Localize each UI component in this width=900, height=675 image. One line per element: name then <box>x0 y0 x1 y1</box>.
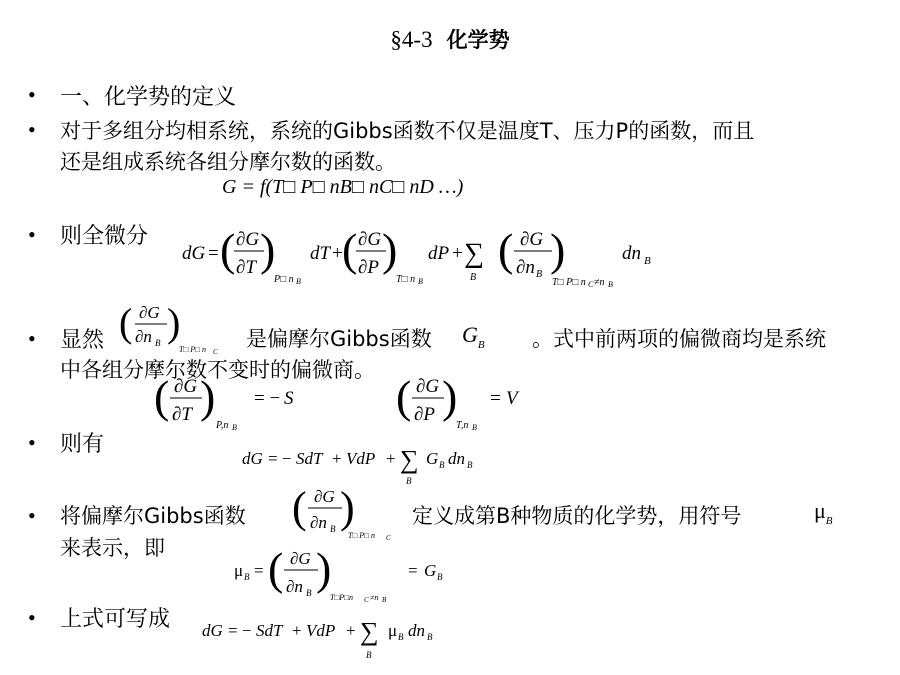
svg-text:): ) <box>316 543 332 594</box>
svg-text:∂n: ∂n <box>286 577 303 596</box>
formula-gibbs-function: G = f(T□ P□ nB□ nC□ nD …) <box>222 176 464 198</box>
svg-text:+: + <box>332 449 342 468</box>
bullet-chemical-potential-text: 定义成第B种物质的化学势，用符号 <box>412 504 742 528</box>
bullet-define-line2: 来表示，即 <box>60 536 165 560</box>
svg-text:+: + <box>292 621 302 640</box>
svg-text:S: S <box>284 388 294 409</box>
svg-text:μ: μ <box>234 561 244 580</box>
svg-text:B: B <box>472 423 477 432</box>
svg-text:(: ( <box>342 224 358 275</box>
svg-text:dG: dG <box>202 621 223 640</box>
svg-text:∂G: ∂G <box>236 229 260 250</box>
svg-text:(: ( <box>396 371 412 422</box>
svg-text:∂G: ∂G <box>314 487 335 506</box>
svg-text:dG: dG <box>242 449 263 468</box>
svg-text:= −: = − <box>254 388 281 409</box>
svg-text:B: B <box>406 476 412 486</box>
svg-text:P,n: P,n <box>216 420 229 431</box>
svg-text:SdT: SdT <box>256 621 283 640</box>
svg-text:C: C <box>213 348 218 356</box>
svg-text:B: B <box>382 596 387 604</box>
svg-text:SdT: SdT <box>296 449 323 468</box>
svg-text:(: ( <box>268 543 284 594</box>
bullet-gibbs-line2: 还是组成系统各组分摩尔数的函数。 <box>60 150 396 174</box>
svg-text:B: B <box>232 423 237 432</box>
svg-text:B: B <box>608 280 613 289</box>
svg-text:B: B <box>296 277 301 286</box>
svg-text:∂G: ∂G <box>520 229 544 250</box>
svg-text:∂T: ∂T <box>172 404 192 425</box>
svg-text:): ) <box>200 371 216 422</box>
bullet-partial-molar-text: 是偏摩尔Gibbs函数 <box>246 327 432 351</box>
svg-text:(: ( <box>119 300 133 345</box>
svg-text:=: = <box>208 243 219 264</box>
svg-text:T□ n: T□ n <box>396 274 416 285</box>
svg-text:G: G <box>424 561 437 580</box>
svg-text:(: ( <box>292 483 307 532</box>
svg-text:= −: = − <box>228 621 252 640</box>
svg-text:(: ( <box>498 224 514 275</box>
svg-text:): ) <box>382 224 398 275</box>
svg-text:B: B <box>244 572 250 582</box>
formula-total-differential <box>180 220 680 292</box>
bullet-gibbs-line1: 对于多组分均相系统，系统的Gibbs函数不仅是温度T、压力P的函数，而且 <box>60 119 755 143</box>
svg-text:dn: dn <box>448 449 465 468</box>
formula-partial-molar-2 <box>290 480 410 542</box>
svg-text:): ) <box>442 371 458 422</box>
svg-text:∂P: ∂P <box>358 257 379 278</box>
svg-text:dT: dT <box>310 243 331 264</box>
bullet-marker: • <box>28 430 36 455</box>
svg-text:=: = <box>490 388 501 409</box>
svg-text:≠n: ≠n <box>594 277 605 288</box>
bullet-marker: • <box>28 222 36 247</box>
formula-entropy-volume <box>150 368 550 434</box>
svg-text:=: = <box>254 561 264 580</box>
svg-text:∂G: ∂G <box>139 303 160 322</box>
svg-text:B: B <box>306 588 312 598</box>
svg-text:(: ( <box>220 224 236 275</box>
bullet-total-differential: 则全微分 <box>60 224 149 249</box>
svg-text:T□ P□ n: T□ P□ n <box>552 277 586 288</box>
bullet-marker: • <box>28 605 36 630</box>
svg-text:B: B <box>439 460 445 470</box>
svg-text:C: C <box>386 534 391 542</box>
svg-text:+: + <box>346 621 356 640</box>
section-number: §4-3 <box>390 27 433 52</box>
svg-text:dP: dP <box>428 243 450 264</box>
svg-text:VdP: VdP <box>346 449 376 468</box>
svg-text:G: G <box>426 449 439 468</box>
svg-text:dn: dn <box>622 243 641 264</box>
svg-text:B: B <box>644 255 651 267</box>
svg-text:dG: dG <box>182 243 206 264</box>
svg-text:∂T: ∂T <box>236 257 256 278</box>
svg-text:= −: = − <box>268 449 292 468</box>
svg-text:B: B <box>366 650 372 660</box>
svg-text:∑: ∑ <box>400 445 419 474</box>
svg-text:∂n: ∂n <box>310 513 327 532</box>
section-title: 化学势 <box>446 28 510 52</box>
svg-text:T□P□n: T□P□n <box>330 593 353 602</box>
svg-text:V: V <box>506 388 518 409</box>
svg-text:C: C <box>588 280 594 289</box>
bullet-marker: • <box>28 82 36 107</box>
svg-text:≠n: ≠n <box>370 593 379 602</box>
bullet-rewrite: 上式可写成 <box>60 607 171 632</box>
svg-text:B: B <box>398 632 404 642</box>
svg-text:T□ P□ n: T□ P□ n <box>179 345 206 354</box>
svg-text:VdP: VdP <box>306 621 336 640</box>
svg-text:B: B <box>155 338 161 348</box>
svg-text:B: B <box>470 272 477 283</box>
formula-partial-molar <box>115 298 245 356</box>
svg-text:∂n: ∂n <box>135 327 152 346</box>
svg-text:=: = <box>408 561 418 580</box>
svg-text:P□ n: P□ n <box>274 274 294 285</box>
svg-text:dn: dn <box>408 621 425 640</box>
svg-text:∑: ∑ <box>464 238 484 269</box>
svg-text:B: B <box>330 524 336 534</box>
bullet-marker: • <box>28 326 36 351</box>
svg-text:+: + <box>452 243 463 264</box>
svg-text:∂G: ∂G <box>358 229 382 250</box>
svg-text:): ) <box>167 300 181 345</box>
svg-text:μ: μ <box>388 621 398 640</box>
symbol-gb: $G_B$ <box>462 322 485 351</box>
svg-text:+: + <box>332 243 343 264</box>
svg-text:∂G: ∂G <box>416 376 440 397</box>
svg-text:∂G: ∂G <box>174 376 198 397</box>
bullet-marker: • <box>28 117 36 142</box>
bullet-marker: • <box>28 503 36 528</box>
bullet-partial-derivative-text: 。式中前两项的偏微商均是系统 <box>532 327 826 351</box>
bullet-partial-derivative-line2: 中各组分摩尔数不变时的偏微商。 <box>60 358 375 382</box>
bullet-define-label: 将偏摩尔Gibbs函数 <box>60 504 246 528</box>
svg-text:): ) <box>550 224 566 275</box>
svg-text:B: B <box>418 277 423 286</box>
svg-text:+: + <box>386 449 396 468</box>
svg-text:T□ P□ n: T□ P□ n <box>348 531 375 540</box>
svg-text:B: B <box>536 269 543 280</box>
svg-text:): ) <box>340 483 355 532</box>
svg-text:T,n: T,n <box>456 420 469 431</box>
svg-text:∂G: ∂G <box>290 549 311 568</box>
svg-text:B: B <box>467 460 473 470</box>
svg-text:): ) <box>260 224 276 275</box>
slide-title <box>0 24 900 54</box>
svg-text:B: B <box>437 572 443 582</box>
svg-text:B: B <box>427 632 433 642</box>
svg-text:∂n: ∂n <box>516 257 535 278</box>
bullet-then-have: 则有 <box>60 432 105 457</box>
bullet-definition-heading: 一、化学势的定义 <box>60 85 237 110</box>
formula-chemical-potential <box>232 540 472 606</box>
svg-text:(: ( <box>154 371 170 422</box>
svg-text:C: C <box>364 596 369 604</box>
symbol-mu-b: $\mu_B$ <box>814 498 833 527</box>
svg-text:∂P: ∂P <box>414 404 435 425</box>
bullet-obviously-label: 显然 <box>60 328 105 353</box>
formula-dg-mu <box>200 610 480 664</box>
svg-text:∑: ∑ <box>360 617 379 646</box>
